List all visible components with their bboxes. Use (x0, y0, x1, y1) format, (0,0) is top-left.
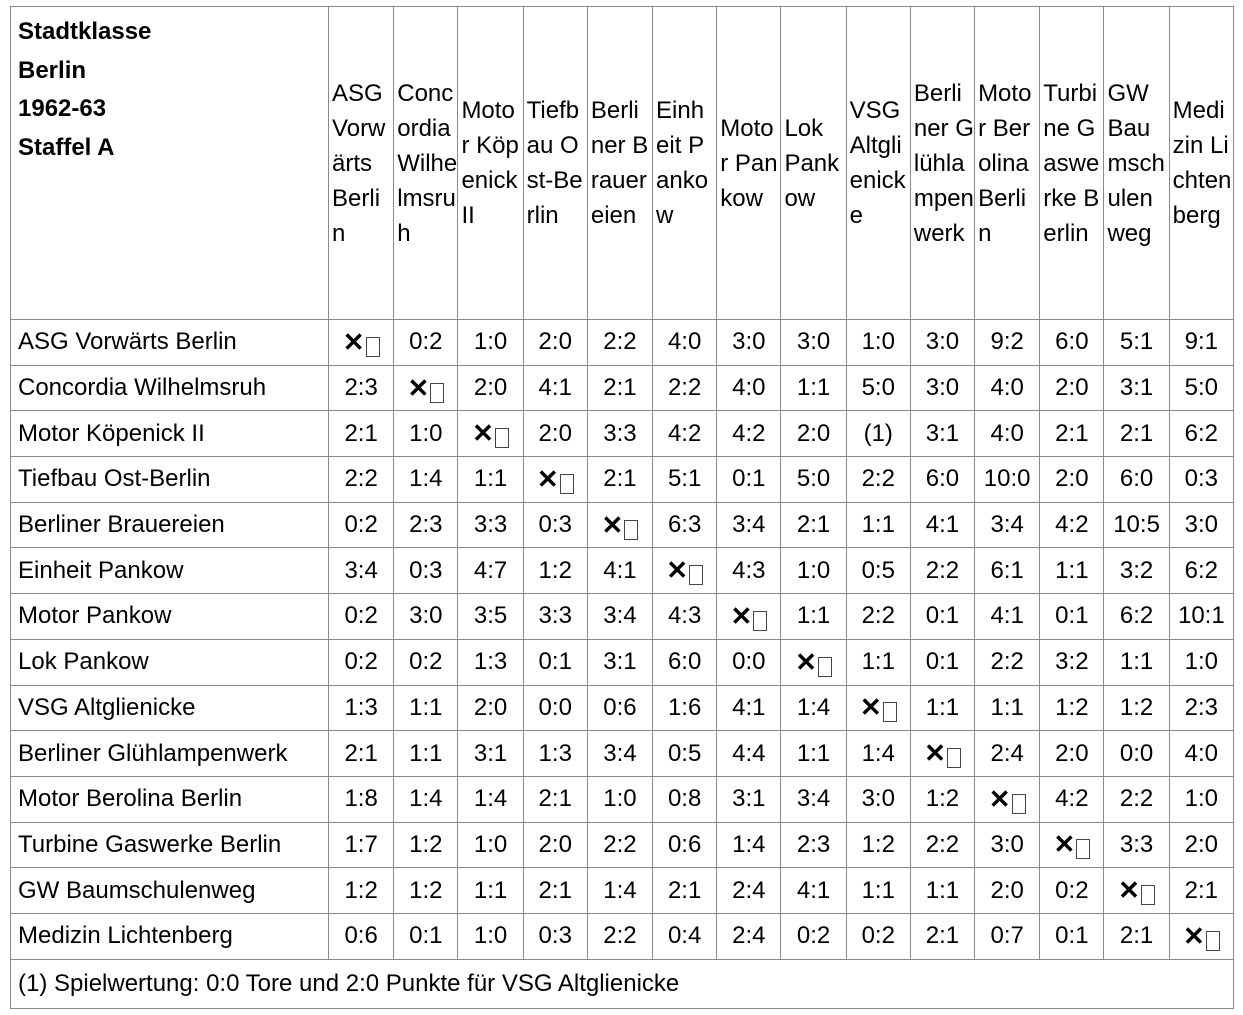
result-cell: 2:0 (1040, 457, 1104, 503)
result-cell: 2:0 (523, 822, 587, 868)
result-cell: 6:1 (975, 548, 1040, 594)
result-cell: 0:5 (846, 548, 910, 594)
result-cell: 1:3 (523, 731, 587, 777)
result-cell: 1:1 (394, 731, 458, 777)
row-team-name: Motor Pankow (11, 594, 329, 640)
result-cell: 2:2 (910, 548, 974, 594)
result-cell: 0:2 (329, 502, 394, 548)
result-cell: 1:0 (781, 548, 846, 594)
result-cell: 3:3 (458, 502, 523, 548)
result-cell: 1:2 (394, 868, 458, 914)
cross-icon: ✕ (924, 738, 946, 769)
result-cell: 2:2 (975, 639, 1040, 685)
result-cell: 3:4 (717, 502, 781, 548)
diagonal-cell (975, 776, 1040, 822)
missing-glyph-icon (1012, 794, 1026, 814)
result-cell: 3:0 (975, 822, 1040, 868)
result-cell: 3:3 (523, 594, 587, 640)
result-cell: 2:0 (1040, 365, 1104, 411)
result-cell: 1:0 (846, 320, 910, 366)
missing-glyph-icon (1141, 885, 1155, 905)
result-cell: 2:1 (1040, 411, 1104, 457)
result-cell: 1:1 (781, 365, 846, 411)
result-cell: 4:1 (717, 685, 781, 731)
missing-glyph-icon (689, 565, 703, 585)
result-cell: 2:0 (458, 365, 523, 411)
result-cell: 2:1 (653, 868, 717, 914)
missing-glyph-icon (1076, 839, 1090, 859)
footnote: (1) Spielwertung: 0:0 Tore und 2:0 Punkte für VSG Altglienicke (11, 959, 1234, 1008)
result-cell: 2:1 (329, 731, 394, 777)
result-cell: 2:1 (523, 868, 587, 914)
result-cell: 3:4 (587, 594, 652, 640)
results-table (10, 6, 1234, 1009)
result-cell: 0:2 (394, 320, 458, 366)
row-team-name: GW Baumschulenweg (11, 868, 329, 914)
result-cell: 0:2 (1040, 868, 1104, 914)
row-team-name: Concordia Wilhelmsruh (11, 365, 329, 411)
result-cell: 1:4 (846, 731, 910, 777)
diagonal-cell (587, 502, 652, 548)
result-cell: 5:1 (653, 457, 717, 503)
result-cell: 6:0 (653, 639, 717, 685)
result-cell: 3:0 (846, 776, 910, 822)
result-cell: 6:0 (1104, 457, 1169, 503)
result-cell: 1:4 (394, 457, 458, 503)
row-team-name: Medizin Lichtenberg (11, 913, 329, 959)
result-cell: 1:1 (846, 502, 910, 548)
result-cell: 4:0 (975, 411, 1040, 457)
table-row (11, 685, 1234, 731)
diagonal-cell (781, 639, 846, 685)
column-header: Concordia Wilhelmsruh (394, 7, 458, 320)
result-cell: 4:0 (975, 365, 1040, 411)
result-cell: 2:0 (1040, 731, 1104, 777)
result-cell: 0:0 (717, 639, 781, 685)
result-cell: 4:7 (458, 548, 523, 594)
result-cell: 1:4 (394, 776, 458, 822)
result-cell: 0:8 (653, 776, 717, 822)
result-cell: 2:0 (458, 685, 523, 731)
table-row (11, 822, 1234, 868)
result-cell: 1:1 (394, 685, 458, 731)
missing-glyph-icon (947, 748, 961, 768)
result-cell: 3:0 (717, 320, 781, 366)
result-cell: 2:1 (587, 457, 652, 503)
missing-glyph-icon (495, 428, 509, 448)
diagonal-cell (458, 411, 523, 457)
result-cell: 3:4 (781, 776, 846, 822)
result-cell: 2:2 (587, 822, 652, 868)
result-cell: 1:2 (329, 868, 394, 914)
title-line: Berlin (18, 56, 87, 84)
result-cell: 2:2 (1104, 776, 1169, 822)
missing-glyph-icon (818, 657, 832, 677)
result-cell: 2:1 (1169, 868, 1233, 914)
cross-icon: ✕ (730, 600, 753, 631)
row-team-name: Berliner Brauereien (11, 502, 329, 548)
result-cell: 2:0 (781, 411, 846, 457)
result-cell: 0:6 (653, 822, 717, 868)
result-cell: 0:1 (910, 594, 974, 640)
result-cell: 6:0 (1040, 320, 1104, 366)
diagonal-cell (1040, 822, 1104, 868)
result-cell: 2:2 (653, 365, 717, 411)
results-table-container (10, 6, 1234, 1009)
result-cell: 3:1 (1104, 365, 1169, 411)
table-row (11, 502, 1234, 548)
result-cell: 10:0 (975, 457, 1040, 503)
result-cell: 0:2 (394, 639, 458, 685)
cross-icon: ✕ (472, 418, 494, 449)
diagonal-cell (846, 685, 910, 731)
result-cell: 2:2 (846, 457, 910, 503)
result-cell: 1:0 (394, 411, 458, 457)
result-cell: 4:4 (717, 731, 781, 777)
column-header: Lok Pankow (781, 7, 846, 320)
result-cell: 4:1 (587, 548, 652, 594)
result-cell: 1:7 (329, 822, 394, 868)
cross-icon: ✕ (1182, 920, 1205, 951)
column-header: Einheit Pankow (653, 7, 717, 320)
result-cell: 1:1 (781, 731, 846, 777)
result-cell: 2:1 (781, 502, 846, 548)
result-cell: 3:2 (1104, 548, 1169, 594)
result-cell: 2:2 (329, 457, 394, 503)
result-cell: 10:1 (1169, 594, 1233, 640)
diagonal-cell (523, 457, 587, 503)
table-row (11, 731, 1234, 777)
cross-icon: ✕ (1118, 875, 1140, 906)
result-cell: 0:2 (781, 913, 846, 959)
cross-icon: ✕ (536, 463, 559, 494)
table-row (11, 457, 1234, 503)
result-cell: 1:0 (587, 776, 652, 822)
table-row (11, 365, 1234, 411)
result-cell: 2:1 (587, 365, 652, 411)
result-cell: 4:3 (653, 594, 717, 640)
result-cell: (1) (846, 411, 910, 457)
row-team-name: Motor Berolina Berlin (11, 776, 329, 822)
missing-glyph-icon (883, 702, 897, 722)
row-team-name: Motor Köpenick II (11, 411, 329, 457)
result-cell: 2:2 (846, 594, 910, 640)
result-cell: 9:1 (1169, 320, 1233, 366)
result-cell: 0:1 (910, 639, 974, 685)
result-cell: 3:1 (458, 731, 523, 777)
result-cell: 0:3 (394, 548, 458, 594)
result-cell: 0:5 (653, 731, 717, 777)
missing-glyph-icon (753, 611, 767, 631)
result-cell: 2:0 (523, 411, 587, 457)
result-cell: 4:1 (910, 502, 974, 548)
result-cell: 3:1 (717, 776, 781, 822)
result-cell: 1:3 (458, 639, 523, 685)
result-cell: 3:3 (587, 411, 652, 457)
row-team-name: Berliner Glühlampenwerk (11, 731, 329, 777)
result-cell: 3:2 (1040, 639, 1104, 685)
footnote-row (11, 959, 1234, 1008)
title-line: Stadtklasse (18, 18, 152, 45)
result-cell: 4:2 (717, 411, 781, 457)
result-cell: 0:3 (523, 502, 587, 548)
column-header: Motor Köpenick II (458, 7, 523, 320)
result-cell: 5:1 (1104, 320, 1169, 366)
missing-glyph-icon (430, 383, 444, 403)
result-cell: 1:1 (846, 639, 910, 685)
result-cell: 1:4 (781, 685, 846, 731)
result-cell: 2:4 (717, 868, 781, 914)
table-row (11, 776, 1234, 822)
row-team-name: Turbine Gaswerke Berlin (11, 822, 329, 868)
cross-icon: ✕ (1053, 829, 1076, 860)
cross-icon: ✕ (407, 372, 430, 403)
column-header: ASG Vorwärts Berlin (329, 7, 394, 320)
result-cell: 1:1 (458, 868, 523, 914)
result-cell: 6:2 (1169, 548, 1233, 594)
result-cell: 3:0 (910, 365, 974, 411)
result-cell: 9:2 (975, 320, 1040, 366)
diagonal-cell (1104, 868, 1169, 914)
result-cell: 1:0 (458, 913, 523, 959)
table-row (11, 594, 1234, 640)
table-row (11, 411, 1234, 457)
result-cell: 4:2 (653, 411, 717, 457)
table-row (11, 639, 1234, 685)
result-cell: 0:1 (717, 457, 781, 503)
result-cell: 1:2 (846, 822, 910, 868)
result-cell: 5:0 (846, 365, 910, 411)
result-cell: 1:2 (1040, 685, 1104, 731)
result-cell: 6:0 (910, 457, 974, 503)
result-cell: 1:1 (781, 594, 846, 640)
header-row (11, 7, 1234, 320)
result-cell: 1:2 (910, 776, 974, 822)
result-cell: 2:4 (717, 913, 781, 959)
result-cell: 3:0 (910, 320, 974, 366)
result-cell: 1:1 (910, 685, 974, 731)
diagonal-cell (717, 594, 781, 640)
title-line: 1962-63 (18, 95, 107, 122)
diagonal-cell (653, 548, 717, 594)
result-cell: 0:3 (523, 913, 587, 959)
result-cell: 3:5 (458, 594, 523, 640)
diagonal-cell (329, 320, 394, 366)
missing-glyph-icon (624, 520, 638, 540)
result-cell: 2:1 (523, 776, 587, 822)
result-cell: 4:1 (523, 365, 587, 411)
result-cell: 0:1 (394, 913, 458, 959)
table-row (11, 548, 1234, 594)
table-row (11, 868, 1234, 914)
result-cell: 3:4 (975, 502, 1040, 548)
result-cell: 6:2 (1104, 594, 1169, 640)
result-cell: 4:1 (975, 594, 1040, 640)
row-team-name: Lok Pankow (11, 639, 329, 685)
column-header: Turbine Gaswerke Berlin (1040, 7, 1104, 320)
result-cell: 1:1 (846, 868, 910, 914)
result-cell: 1:0 (458, 822, 523, 868)
result-cell: 1:1 (1040, 548, 1104, 594)
result-cell: 0:1 (523, 639, 587, 685)
result-cell: 2:3 (1169, 685, 1233, 731)
result-cell: 1:1 (910, 868, 974, 914)
result-cell: 0:1 (1040, 594, 1104, 640)
row-team-name: ASG Vorwärts Berlin (11, 320, 329, 366)
result-cell: 3:0 (394, 594, 458, 640)
result-cell: 4:1 (781, 868, 846, 914)
column-header: Motor Berolina Berlin (975, 7, 1040, 320)
result-cell: 0:3 (1169, 457, 1233, 503)
row-team-name: VSG Altglienicke (11, 685, 329, 731)
cross-icon: ✕ (601, 509, 624, 540)
column-header: VSG Altglienicke (846, 7, 910, 320)
result-cell: 1:2 (523, 548, 587, 594)
result-cell: 0:2 (846, 913, 910, 959)
result-cell: 3:3 (1104, 822, 1169, 868)
result-cell: 0:4 (653, 913, 717, 959)
cross-icon: ✕ (666, 555, 689, 586)
result-cell: 1:8 (329, 776, 394, 822)
diagonal-cell (1169, 913, 1233, 959)
result-cell: 2:4 (975, 731, 1040, 777)
result-cell: 1:3 (329, 685, 394, 731)
result-cell: 1:2 (1104, 685, 1169, 731)
result-cell: 1:4 (458, 776, 523, 822)
diagonal-cell (394, 365, 458, 411)
result-cell: 1:1 (975, 685, 1040, 731)
result-cell: 2:1 (910, 913, 974, 959)
column-header: Tiefbau Ost-Berlin (523, 7, 587, 320)
title-line: Staffel A (18, 133, 115, 161)
result-cell: 10:5 (1104, 502, 1169, 548)
result-cell: 2:0 (1169, 822, 1233, 868)
result-cell: 2:1 (329, 411, 394, 457)
result-cell: 1:4 (717, 822, 781, 868)
row-team-name: Tiefbau Ost-Berlin (11, 457, 329, 503)
result-cell: 6:3 (653, 502, 717, 548)
cross-icon: ✕ (795, 646, 817, 677)
diagonal-cell (910, 731, 974, 777)
result-cell: 1:1 (458, 457, 523, 503)
missing-glyph-icon (560, 474, 574, 494)
cross-icon: ✕ (342, 326, 365, 357)
result-cell: 4:0 (1169, 731, 1233, 777)
result-cell: 1:0 (1169, 639, 1233, 685)
result-cell: 2:1 (1104, 411, 1169, 457)
result-cell: 0:6 (329, 913, 394, 959)
result-cell: 1:0 (1169, 776, 1233, 822)
result-cell: 4:0 (653, 320, 717, 366)
result-cell: 0:7 (975, 913, 1040, 959)
result-cell: 2:1 (1104, 913, 1169, 959)
table-row (11, 320, 1234, 366)
row-team-name: Einheit Pankow (11, 548, 329, 594)
result-cell: 2:0 (975, 868, 1040, 914)
result-cell: 3:4 (587, 731, 652, 777)
column-header: Berliner Brauereien (587, 7, 652, 320)
result-cell: 5:0 (781, 457, 846, 503)
result-cell: 0:1 (1040, 913, 1104, 959)
result-cell: 3:1 (587, 639, 652, 685)
result-cell: 4:0 (717, 365, 781, 411)
result-cell: 2:3 (781, 822, 846, 868)
result-cell: 2:2 (910, 822, 974, 868)
result-cell: 3:0 (781, 320, 846, 366)
missing-glyph-icon (1206, 931, 1220, 951)
result-cell: 0:6 (587, 685, 652, 731)
result-cell: 1:1 (1104, 639, 1169, 685)
cross-icon: ✕ (859, 692, 882, 723)
column-header: Medizin Lichtenberg (1169, 7, 1233, 320)
result-cell: 2:2 (587, 913, 652, 959)
result-cell: 4:2 (1040, 502, 1104, 548)
result-cell: 2:2 (587, 320, 652, 366)
result-cell: 0:0 (523, 685, 587, 731)
result-cell: 3:0 (1169, 502, 1233, 548)
result-cell: 2:3 (394, 502, 458, 548)
column-header: Motor Pankow (717, 7, 781, 320)
result-cell: 2:0 (523, 320, 587, 366)
result-cell: 1:0 (458, 320, 523, 366)
result-cell: 0:2 (329, 639, 394, 685)
result-cell: 4:3 (717, 548, 781, 594)
cross-icon: ✕ (988, 783, 1011, 814)
result-cell: 1:6 (653, 685, 717, 731)
result-cell: 0:2 (329, 594, 394, 640)
column-header: Berliner Glühlampenwerk (910, 7, 974, 320)
result-cell: 3:1 (910, 411, 974, 457)
result-cell: 5:0 (1169, 365, 1233, 411)
result-cell: 0:0 (1104, 731, 1169, 777)
result-cell: 2:3 (329, 365, 394, 411)
missing-glyph-icon (366, 337, 380, 357)
result-cell: 4:2 (1040, 776, 1104, 822)
result-cell: 3:4 (329, 548, 394, 594)
table-title (11, 7, 329, 320)
table-row (11, 913, 1234, 959)
result-cell: 6:2 (1169, 411, 1233, 457)
result-cell: 1:2 (394, 822, 458, 868)
column-header: GW Baumschulenweg (1104, 7, 1169, 320)
result-cell: 1:4 (587, 868, 652, 914)
